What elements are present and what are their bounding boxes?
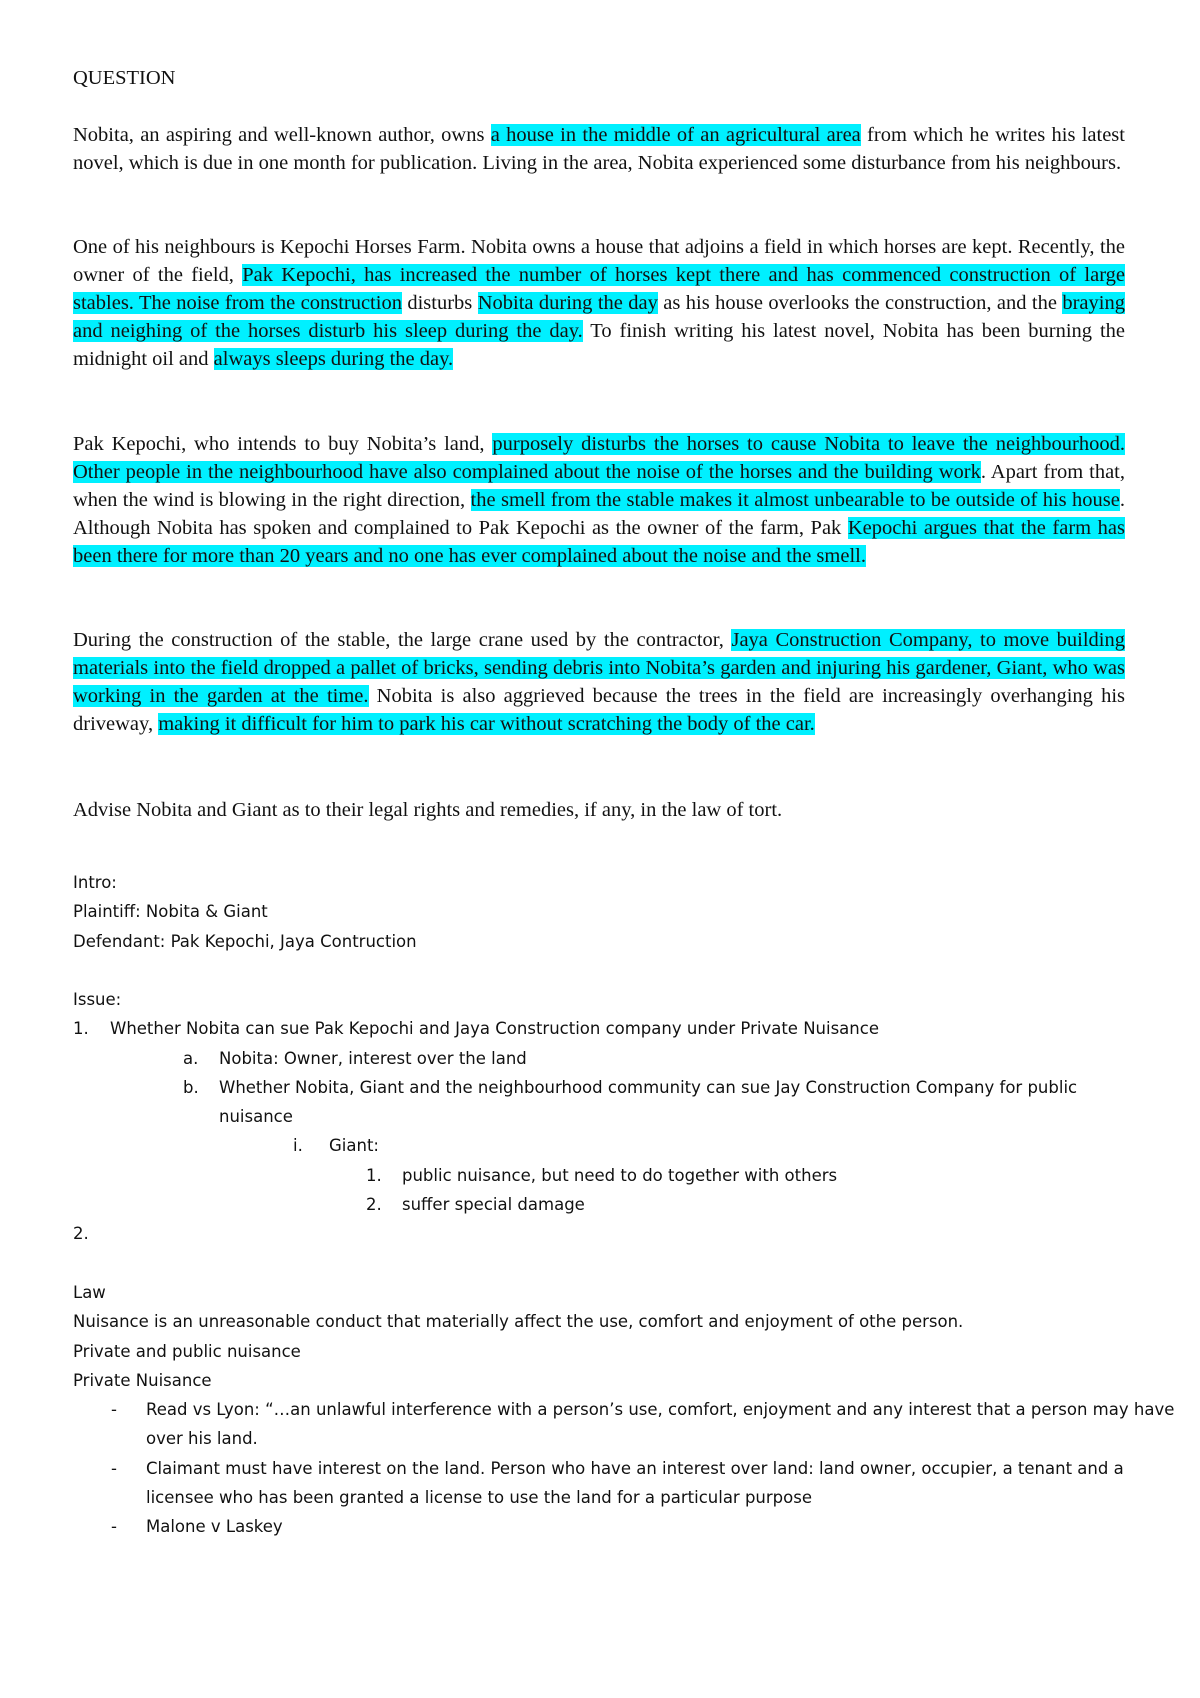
intro-heading: Intro: (73, 873, 117, 892)
highlighted-text: making it difficult for him to park his car without scratching the body of the car. (158, 713, 815, 735)
law-types: Private and public nuisance (73, 1341, 301, 1361)
paragraph-text: Nobita is also aggrieved because the trees in the field are increasingly overhanging his driveway, (73, 685, 1125, 735)
law-heading: Law (73, 1283, 106, 1302)
paragraph-text: from which he writes his latest novel, which is due in one month for publication. Living in the area, Nobita experienced some disturbance from his neighbours. (73, 124, 1125, 174)
paragraph-text: . Apart from that, when the wind is blowing in the right direction, (73, 461, 1125, 511)
issue-heading: Issue: (73, 990, 122, 1009)
list-text: Whether Nobita, Giant and the neighbourhood community can sue Jay Construction Company for public nuisance (219, 1077, 1078, 1127)
paragraph-text: disturbs (401, 292, 478, 314)
paragraph-text: Pak Kepochi, who intends to buy Nobita’s land, (73, 433, 493, 455)
highlighted-text: Pak Kepochi, has increased the number of horses kept there and has commenced construction of large stables. The noise from the construction (73, 264, 1125, 314)
question-paragraph-4 (73, 626, 1125, 738)
law-definition: Nuisance is an unreasonable conduct that materially affect the use, comfort and enjoyment of othe person. (73, 1312, 964, 1332)
list-number: a. (183, 1048, 199, 1068)
highlighted-text: braying and neighing of the horses disturb his sleep during the day. (73, 292, 1125, 342)
intro-defendant: Defendant: Pak Kepochi, Jaya Contruction (73, 931, 417, 951)
question-instruction: Advise Nobita and Giant as to their legal rights and remedies, if any, in the law of tort. (73, 799, 783, 821)
paragraph-text: To finish writing his latest novel, Nobita has been burning the midnight oil and (73, 320, 1126, 370)
issue-section (73, 985, 1125, 1249)
law-bullet-3 (73, 1512, 1186, 1541)
paragraph-text: During the construction of the stable, the large crane used by the contractor, (73, 629, 732, 651)
issue-item-1b (73, 1073, 1119, 1132)
issue-item-2 (73, 1219, 1125, 1248)
private-nuisance-heading: Private Nuisance (73, 1370, 212, 1390)
paragraph-text: One of his neighbours is Kepochi Horses Farm. Nobita owns a house that adjoins a field in which horses are kept. Recently, the owner of the field, (73, 236, 1125, 286)
list-number: b. (183, 1077, 199, 1097)
list-number: 2. (73, 1224, 89, 1244)
law-section (73, 1278, 1175, 1542)
bullet-dash: - (111, 1517, 117, 1537)
question-paragraph-1 (73, 121, 1125, 177)
intro-section (73, 868, 1125, 956)
highlighted-text: always sleeps during the day. (213, 348, 454, 370)
highlighted-text: the smell from the stable makes it almost unbearable to be outside of his house (470, 489, 1120, 511)
list-number: 1. (366, 1165, 382, 1185)
highlighted-text: Kepochi argues that the farm has been there for more than 20 years and no one has ever complained about the noise and the smell. (73, 517, 1125, 567)
list-text: Nobita: Owner, interest over the land (219, 1048, 527, 1068)
highlighted-text: Jaya Construction Company, to move building materials into the field dropped a pallet of bricks, sending debris into Nobita’s garden and injuring his gardener, Giant, who was working in the garden at the time. (73, 629, 1125, 707)
bullet-text: Read vs Lyon: “…an unlawful interference with a person’s use, comfort, enjoyment and any interest that a person may have over his land. (146, 1400, 1175, 1449)
list-number: 2. (366, 1195, 382, 1215)
issue-item-1a (73, 1044, 1125, 1073)
list-text: Whether Nobita can sue Pak Kepochi and Jaya Construction company under Private Nuisance (110, 1019, 879, 1039)
issue-sub-2 (73, 1190, 1125, 1219)
issue-item-1b-i (73, 1131, 1125, 1160)
issue-item-1 (73, 1014, 1125, 1043)
intro-plaintiff: Plaintiff: Nobita & Giant (73, 902, 268, 922)
list-text: Giant: (329, 1136, 379, 1156)
bullet-dash: - (111, 1400, 117, 1420)
highlighted-text: purposely disturbs the horses to cause Nobita to leave the neighbourhood. (492, 433, 1125, 455)
list-number: i. (293, 1136, 303, 1156)
question-paragraph-2 (73, 233, 1125, 373)
bullet-text: Claimant must have interest on the land. Person who have an interest over land: land owner, occupier, a tenant and a licensee who has been granted a license to use the land for a particular purpose (146, 1458, 1124, 1508)
law-bullet-1 (73, 1395, 1186, 1454)
issue-sub-1 (73, 1161, 1125, 1190)
question-title: QUESTION (73, 67, 176, 89)
list-text: suffer special damage (402, 1195, 585, 1215)
paragraph-text: as his house overlooks the construction, and the (657, 292, 1063, 314)
highlighted-text: Nobita during the day (477, 292, 658, 314)
paragraph-text: Nobita, an aspiring and well-known author, owns (73, 124, 491, 146)
highlighted-text: a house in the middle of an agricultural area (490, 124, 861, 146)
question-paragraph-3 (73, 430, 1125, 570)
list-number: 1. (73, 1019, 89, 1039)
highlighted-text: Other people in the neighbourhood have also complained about the noise of the horses and the building work (73, 461, 981, 483)
bullet-text: Malone v Laskey (146, 1517, 283, 1537)
paragraph-text: . Although Nobita has spoken and complained to Pak Kepochi as the owner of the farm, Pak (73, 489, 1126, 539)
list-text: public nuisance, but need to do together with others (402, 1165, 838, 1185)
law-bullet-2 (73, 1454, 1186, 1513)
bullet-dash: - (111, 1458, 117, 1478)
